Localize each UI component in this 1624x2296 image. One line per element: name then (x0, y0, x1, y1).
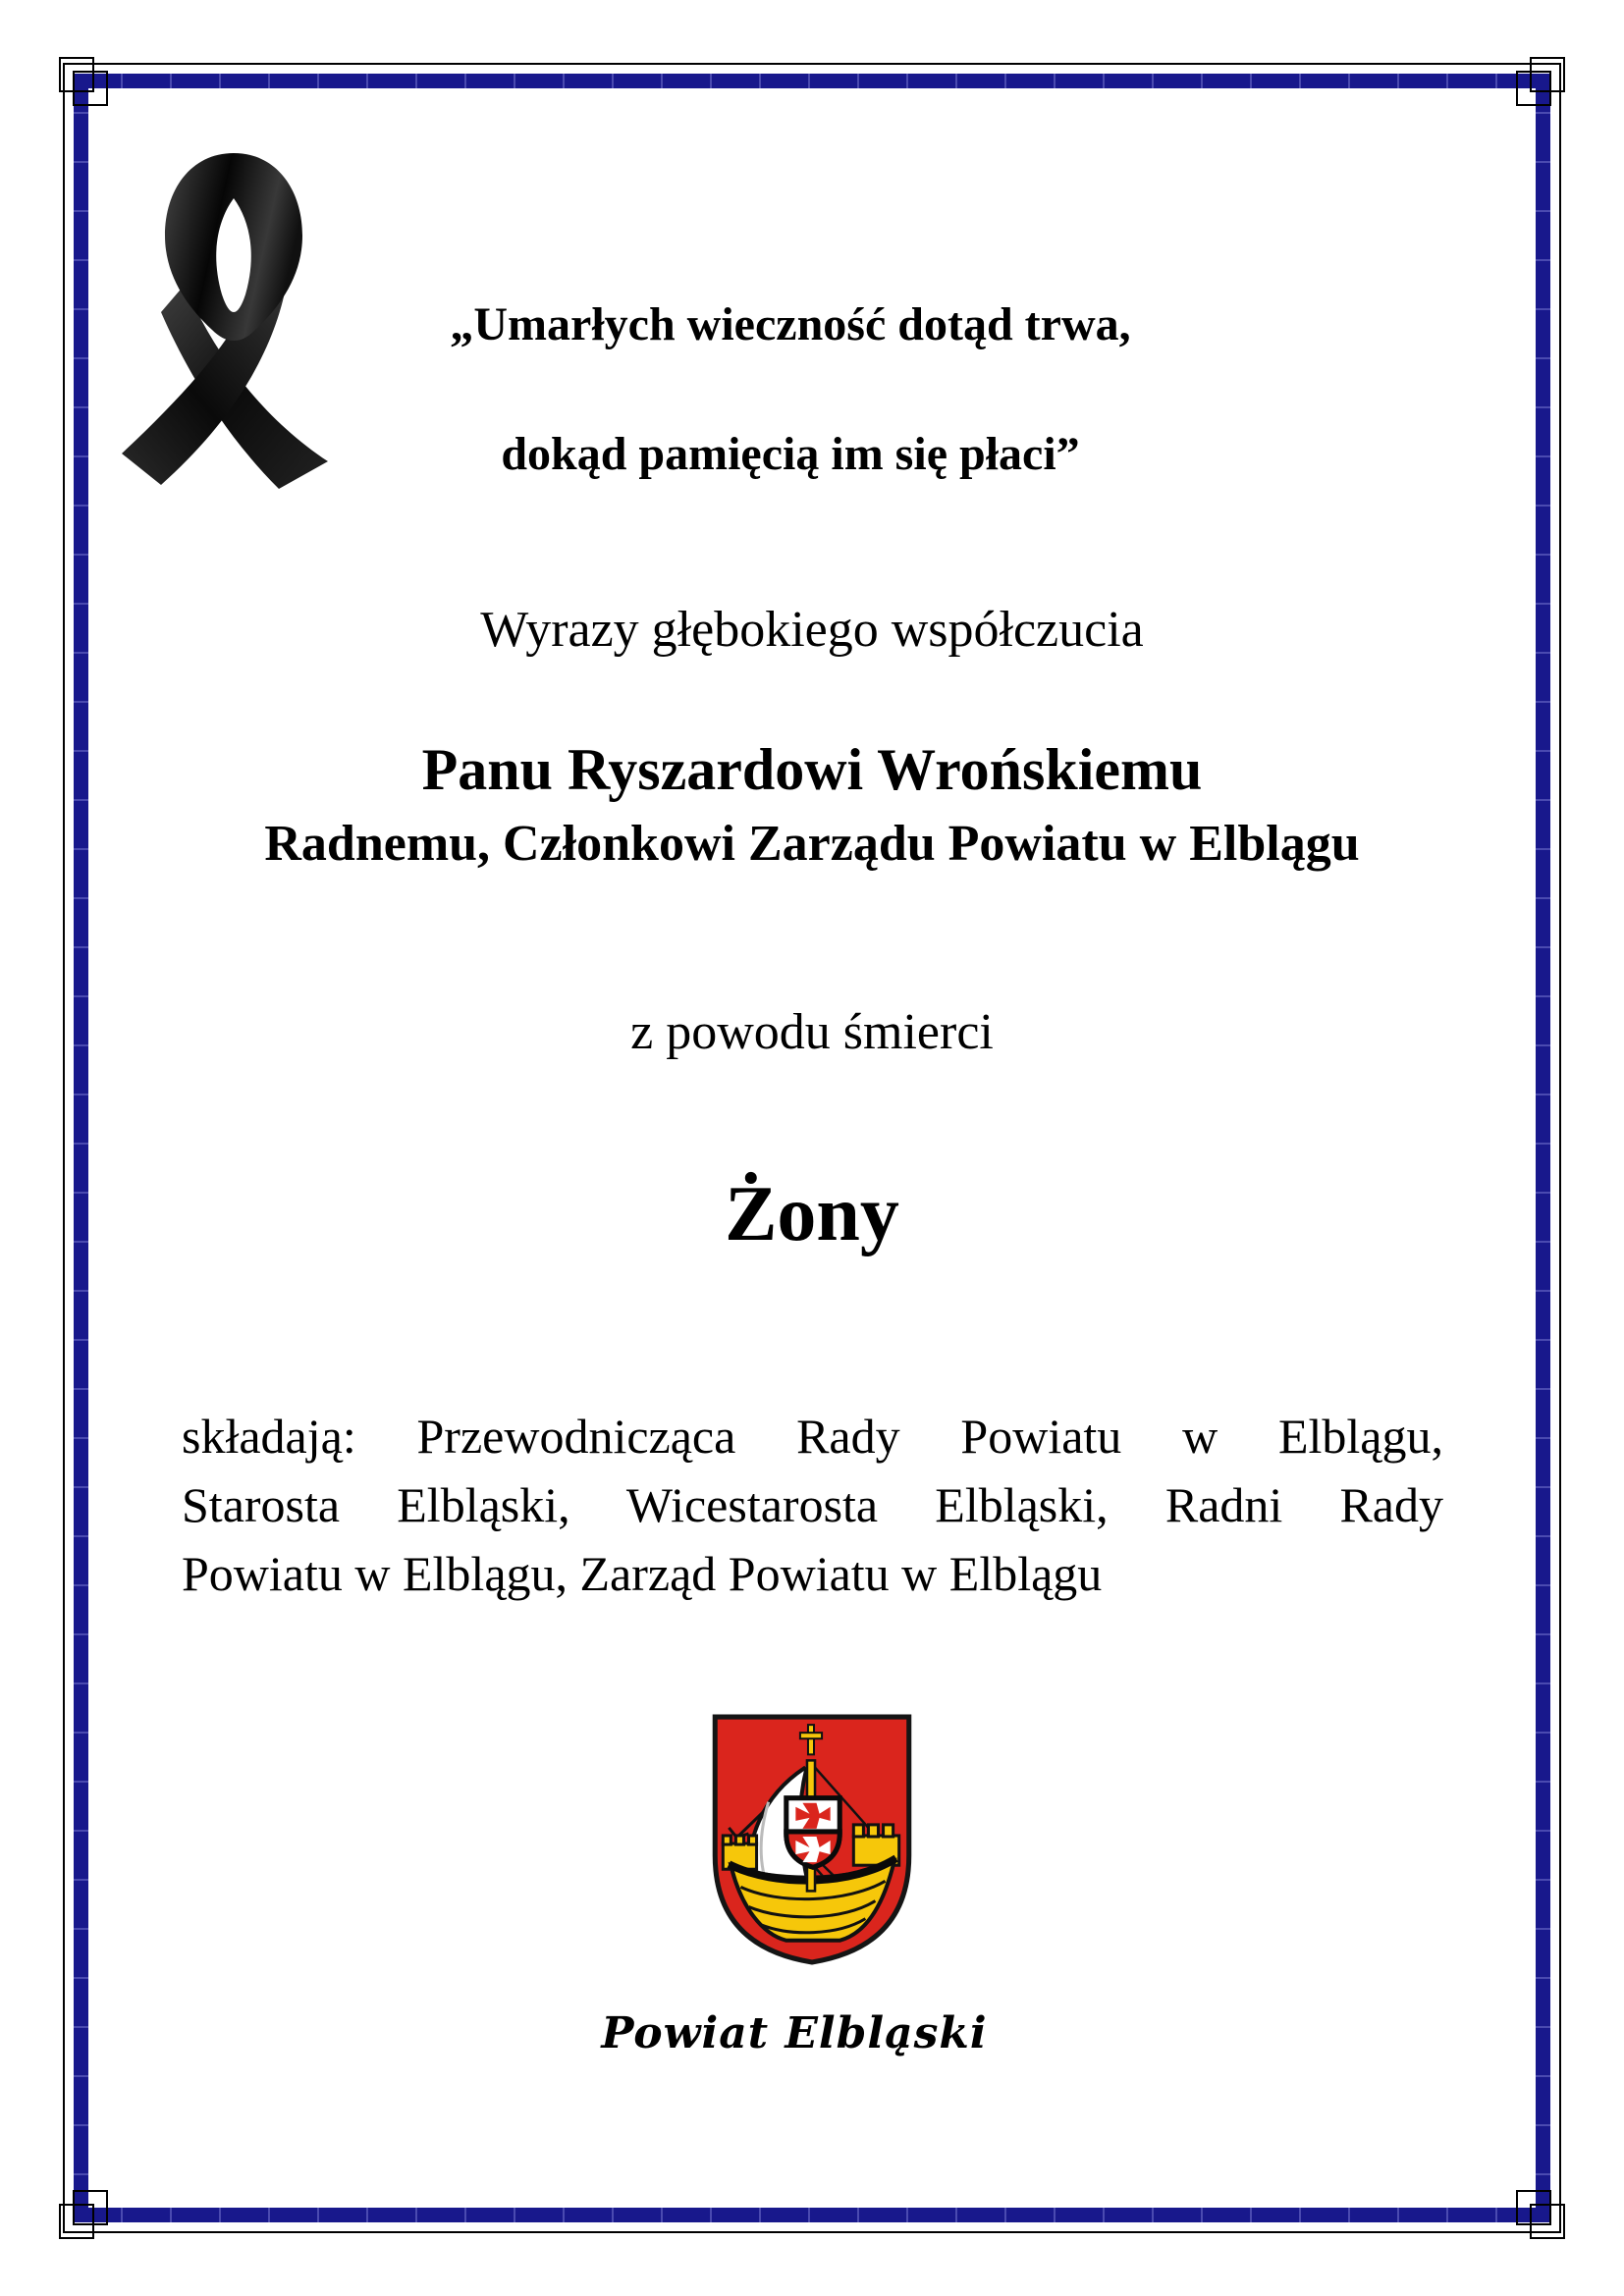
corner-ornament-bottom-right (1516, 2190, 1551, 2225)
border-band-left (74, 74, 88, 2222)
corner-ornament-top-right (1516, 71, 1551, 106)
recipient-name: Panu Ryszardowi Wrońskiemu (421, 737, 1203, 802)
quote-line-2: dokąd pamięcią im się płaci” (501, 428, 1080, 480)
corner-ornament-top-left (73, 71, 108, 106)
recipient-title: Radnemu, Członkowi Zarządu Powiatu w Elblągu (264, 816, 1360, 872)
senders-line-1: składają: Przewodnicząca Rady Powiatu w Elblągu, (182, 1409, 1443, 1464)
corner-ornament-bottom-left (73, 2190, 108, 2225)
condolence-intro: Wyrazy głębokiego współczucia (480, 602, 1144, 658)
senders-line-3: Powiatu w Elblągu, Zarząd Powiatu w Elblągu (182, 1546, 1103, 1601)
crest-caption: Powiat Elbląski (601, 2008, 988, 2058)
coat-of-arms-powiat-elblaski (707, 1711, 917, 1968)
senders-line-2: Starosta Elbląski, Wicestarosta Elbląski, Radni Rady (182, 1477, 1443, 1532)
border-band-right (1536, 74, 1550, 2222)
deceased-word: Żony (725, 1171, 899, 1257)
quote-line-1: „Umarłych wieczność dotąd trwa, (450, 298, 1131, 350)
mourning-ribbon-icon (116, 137, 352, 496)
border-band-bottom (74, 2208, 1550, 2222)
reason-line: z powodu śmierci (630, 1004, 994, 1060)
border-band-top (74, 74, 1550, 88)
